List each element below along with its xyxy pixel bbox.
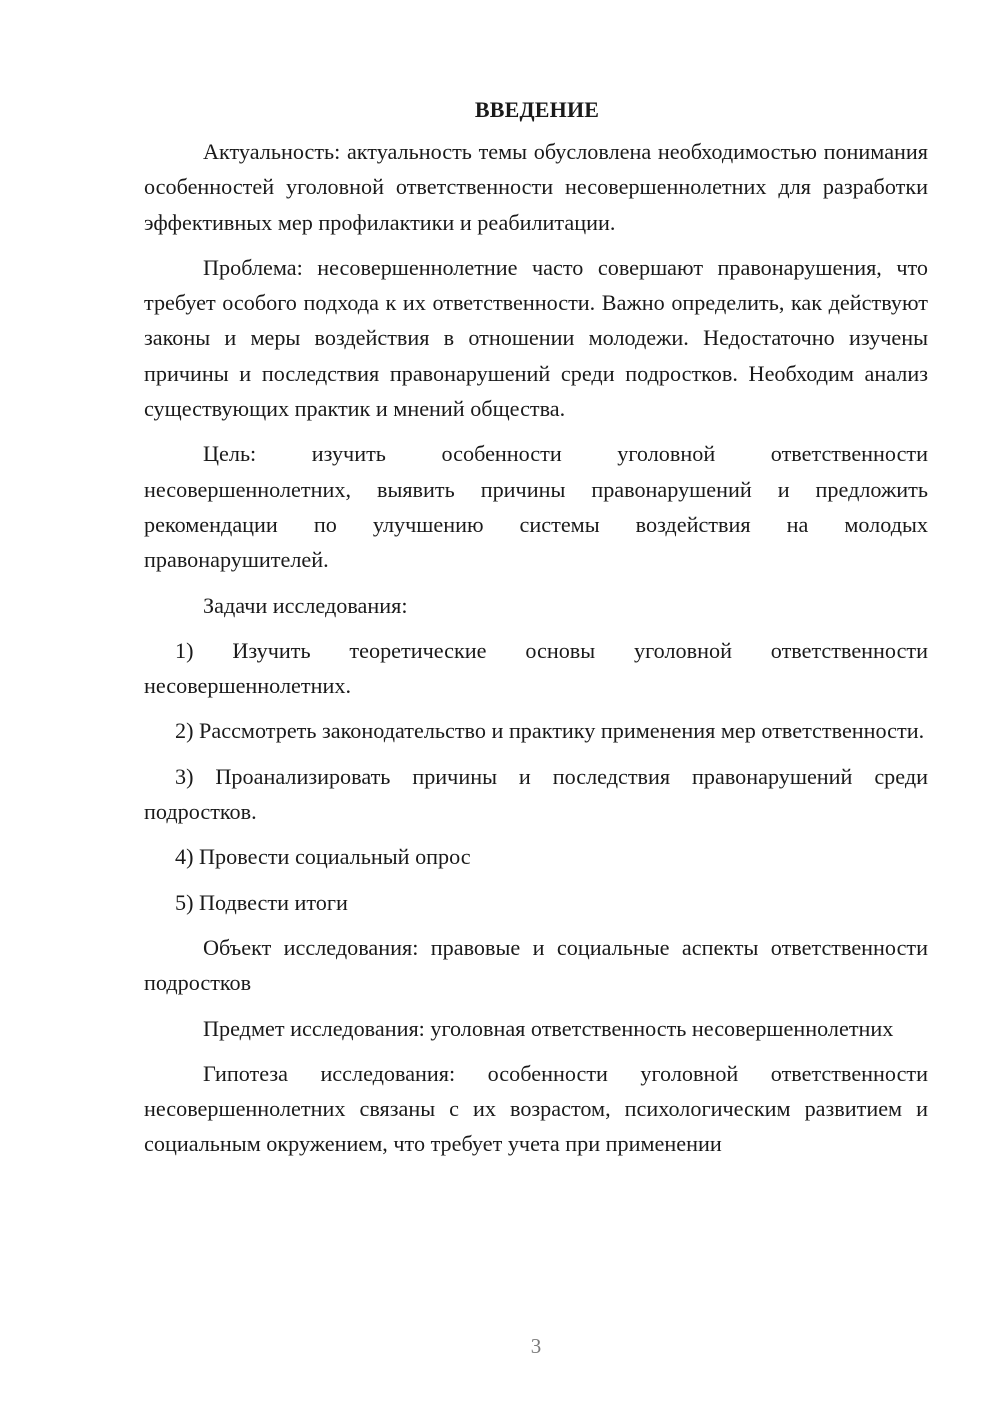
paragraph-tasks-heading: Задачи исследования: <box>203 592 408 618</box>
document-title: ВВЕДЕНИЕ <box>474 97 600 122</box>
paragraph-relevance: Актуальность: актуальность темы обусловлена необходимостью понимания особенностей уголовной ответственности несовершеннолетних для разработки эффективных мер профилактики и реабилитации. <box>144 139 928 235</box>
task-list-item: 3) Проанализировать причины и последствия правонарушений среди подростков. <box>144 763 928 825</box>
paragraph-object: Объект исследования: правовые и социальные аспекты ответственности подростков <box>144 934 928 996</box>
task-list-item: 4) Провести социальный опрос <box>175 844 471 870</box>
paragraph-problem: Проблема: несовершеннолетние часто совершают правонарушения, что требует особого подхода к их ответственности. Важно определить, как действуют законы и меры воздействия в отношении молодежи. Недостаточно изучены причины и последствия правонарушений среди подростков. Необходим анализ существующих практик и мнений общества. <box>144 254 928 422</box>
task-list-item: 2) Рассмотреть законодательство и практику применения мер ответственности. <box>175 718 925 744</box>
paragraph-goal: Цель: изучить особенности уголовной ответственности несовершеннолетних, выявить причины правонарушений и предложить рекомендации по улучшению системы воздействия на молодых правонарушителей. <box>144 441 928 573</box>
task-list-item: 5) Подвести итоги <box>175 889 348 915</box>
paragraph-subject: Предмет исследования: уголовная ответственность несовершеннолетних <box>203 1015 894 1041</box>
page-number: 3 <box>530 1334 542 1358</box>
paragraph-hypothesis: Гипотеза исследования: особенности уголовной ответственности несовершеннолетних связаны с их возрастом, психологическим развитием и социальным окружением, что требует учета при применении <box>144 1060 928 1157</box>
task-list-item: 1) Изучить теоретические основы уголовной ответственности несовершеннолетних. <box>144 637 928 699</box>
document-page <box>144 95 928 1172</box>
